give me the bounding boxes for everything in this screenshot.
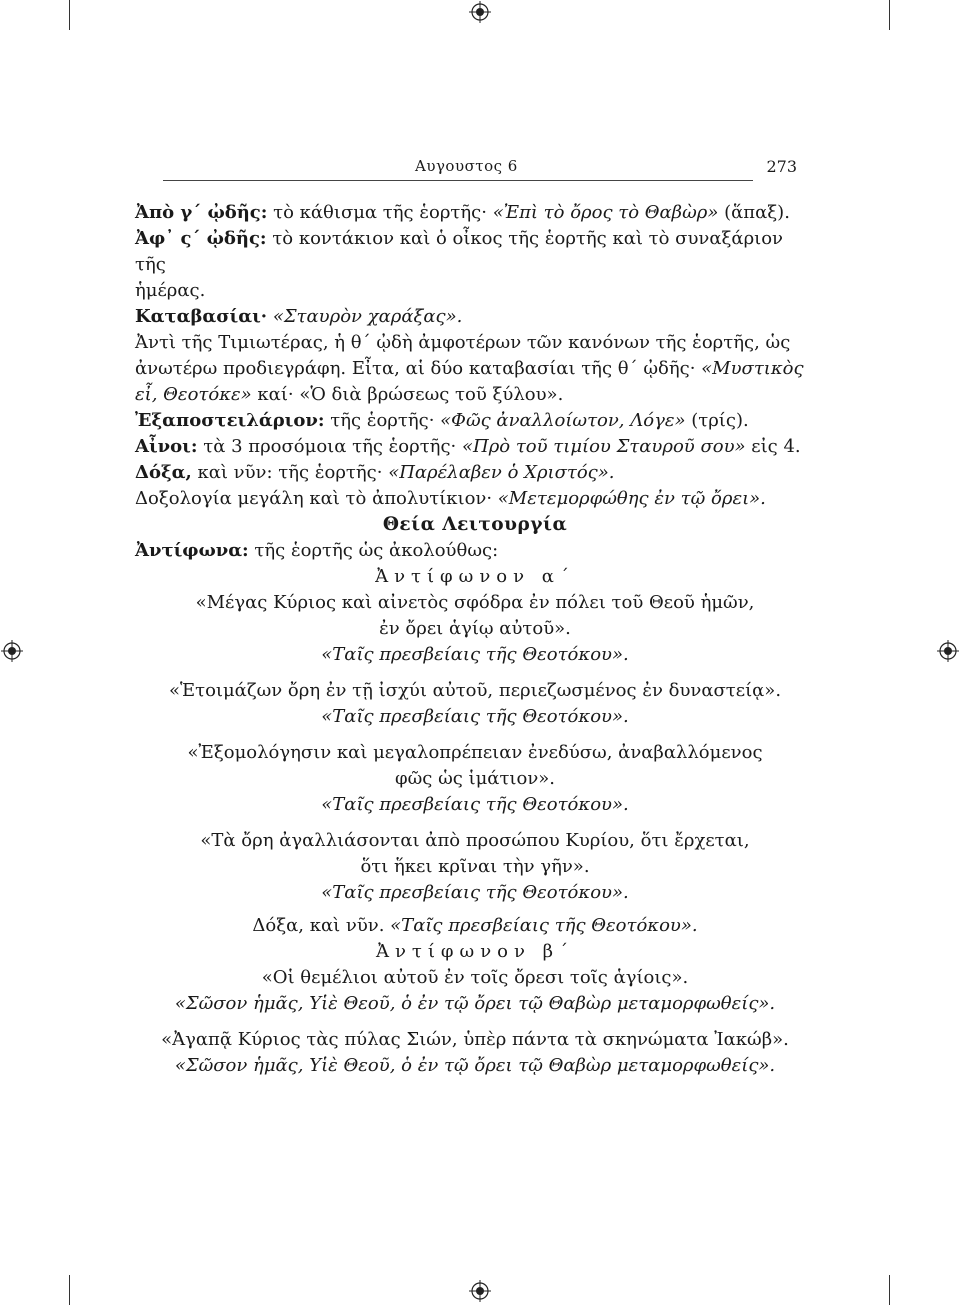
rubric-line	[135, 408, 815, 434]
rubric-italic: «Μετεμορφώθης ἐν τῷ ὄρει».	[497, 488, 766, 509]
rubric-text: ἀνωτέρω προδιεγράφη. Εἶτα, αἱ δύο καταβασίαι τῆς θ΄ ᾠδῆς·	[135, 358, 702, 379]
rubric-label: Ἀφ᾽ ς΄ ᾠδῆς:	[135, 228, 267, 249]
rubric-line	[135, 330, 815, 356]
rubric-label: Δόξα,	[135, 462, 192, 483]
refrain: «Σῶσον ἡμᾶς, Υἱὲ Θεοῦ, ὁ ἐν τῷ ὄρει τῷ Θαβὼρ μεταμορφωθείς».	[174, 993, 776, 1014]
psalm-verse-line: ὅτι ἥκει κρῖναι τὴν γῆν».	[360, 856, 590, 877]
section-heading: Θεία Λειτουργία	[382, 514, 568, 535]
crop-mark	[69, 1275, 70, 1305]
antiphon-1-doxa	[135, 913, 815, 939]
psalm-verse-line: «Ἑτοιμάζων ὄρη ἐν τῇ ἰσχύι αὐτοῦ, περιεζωσμένος ἐν δυναστείᾳ».	[168, 680, 782, 701]
page-body	[135, 200, 815, 1079]
rubric-text: Ἀντὶ τῆς Τιμιωτέρας, ἡ θ΄ ᾠδὴ ἀμφοτέρων τῶν κανόνων τῆς ἑορτῆς, ὡς	[135, 332, 791, 353]
rubric-tail: καί· «Ὁ διὰ βρώσεως τοῦ ξύλου».	[251, 384, 564, 405]
registration-mark-icon	[1, 640, 23, 662]
rubric-tail: (τρίς).	[685, 410, 749, 431]
doxa-text: Δόξα, καὶ νῦν.	[252, 915, 391, 936]
rubric-italic: «Παρέλαβεν ὁ Χριστός».	[388, 462, 615, 483]
running-header	[163, 157, 797, 181]
crop-mark	[889, 1275, 890, 1305]
rubric-tail: (ἅπαξ).	[718, 202, 790, 223]
psalm-verse-line: «Οἱ θεμέλιοι αὐτοῦ ἐν τοῖς ὄρεσι τοῖς ἁγίοις».	[261, 967, 689, 988]
rubric-text: καὶ νῦν: τῆς ἑορτῆς·	[191, 462, 389, 483]
rubric-line	[135, 278, 815, 304]
rubric-text: τὸ κάθισμα τῆς ἑορτῆς·	[267, 202, 493, 223]
rubric-italic: «Σταυρὸν χαράξας».	[272, 306, 463, 327]
crop-mark	[889, 0, 890, 30]
rubric-text: ἡμέρας.	[135, 280, 206, 301]
refrain: «Ταῖς πρεσβείαις τῆς Θεοτόκου».	[321, 794, 629, 815]
rubric-text: Δοξολογία μεγάλη καὶ τὸ ἀπολυτίκιον·	[135, 488, 498, 509]
page-number: 273	[766, 157, 797, 176]
rubric-italic: «Πρὸ τοῦ τιμίου Σταυροῦ σου»	[462, 436, 746, 457]
registration-mark-icon	[469, 1, 491, 23]
rubric-text: τὰ 3 προσόμοια τῆς ἑορτῆς·	[197, 436, 462, 457]
psalm-verse-line: φῶς ὡς ἱμάτιον».	[394, 768, 555, 789]
rubric-text: τὸ κοντάκιον καὶ ὁ οἶκος τῆς ἑορτῆς καὶ τὸ συναξάριον τῆς	[135, 228, 783, 275]
rubric-line	[135, 200, 815, 226]
rubric-label: Ἀπὸ γ΄ ᾠδῆς:	[135, 202, 268, 223]
refrain: «Ταῖς πρεσβείαις τῆς Θεοτόκου».	[321, 644, 629, 665]
rubric-tail: εἰς 4.	[745, 436, 801, 457]
rubric-line	[135, 356, 815, 382]
registration-mark-icon	[469, 1280, 491, 1302]
antiphona-intro	[135, 538, 815, 564]
rubric-italic: εἶ, Θεοτόκε»	[135, 384, 252, 405]
rubric-line	[135, 486, 815, 512]
antiphon-1	[135, 590, 815, 906]
psalm-verse-line: «Ἀγαπᾷ Κύριος τὰς πύλας Σιών, ὑπὲρ πάντα τὰ σκηνώματα Ἰακώβ».	[161, 1029, 789, 1050]
psalm-verse-line: «Τὰ ὄρη ἀγαλλιάσονται ἀπὸ προσώπου Κυρίου, ὅτι ἔρχεται,	[200, 830, 750, 851]
rubric-line	[135, 226, 815, 278]
refrain: «Ταῖς πρεσβείαις τῆς Θεοτόκου».	[321, 706, 629, 727]
rubric-text: τῆς ἑορτῆς·	[324, 410, 441, 431]
rubric-line	[135, 304, 815, 330]
psalm-verse-line: ἐν ὄρει ἁγίῳ αὐτοῦ».	[379, 618, 571, 639]
header-title: Αυγουστος 6	[415, 157, 518, 175]
doxa-refrain: «Ταῖς πρεσβείαις τῆς Θεοτόκου».	[390, 915, 698, 936]
rubric-line	[135, 460, 815, 486]
rubric-italic: «Ἐπὶ τὸ ὄρος τὸ Θαβὼρ»	[492, 202, 719, 223]
rubric-italic: «Μυστικὸς	[701, 358, 804, 379]
antiphon-2	[135, 965, 815, 1079]
rubric-label: Ἐξαποστειλάριον:	[135, 410, 325, 431]
registration-mark-icon	[937, 640, 959, 662]
header-rule	[163, 180, 753, 181]
antiphon-1-title: Ἀντίφωνον α΄	[375, 566, 575, 587]
rubric-label: Αἶνοι:	[135, 436, 198, 457]
antiphona-label: Ἀντίφωνα:	[135, 540, 249, 561]
psalm-verse-line: «Μέγας Κύριος καὶ αἰνετὸς σφόδρα ἐν πόλει τοῦ Θεοῦ ἡμῶν,	[195, 592, 755, 613]
rubric-line	[135, 434, 815, 460]
crop-mark	[69, 0, 70, 30]
antiphona-text: τῆς ἑορτῆς ὡς ἀκολούθως:	[248, 540, 499, 561]
rubric-italic: «Φῶς ἀναλλοίωτον, Λόγε»	[440, 410, 686, 431]
rubric-label: Καταβασίαι·	[135, 306, 268, 327]
rubric-line	[135, 382, 815, 408]
refrain: «Ταῖς πρεσβείαις τῆς Θεοτόκου».	[321, 882, 629, 903]
antiphon-2-title: Ἀντίφωνον β΄	[375, 941, 575, 962]
psalm-verse-line: «Ἐξομολόγησιν καὶ μεγαλοπρέπειαν ἐνεδύσω, ἀναβαλλόμενος	[187, 742, 763, 763]
rubrics-intro	[135, 200, 815, 512]
refrain: «Σῶσον ἡμᾶς, Υἱὲ Θεοῦ, ὁ ἐν τῷ ὄρει τῷ Θαβὼρ μεταμορφωθείς».	[174, 1055, 776, 1076]
